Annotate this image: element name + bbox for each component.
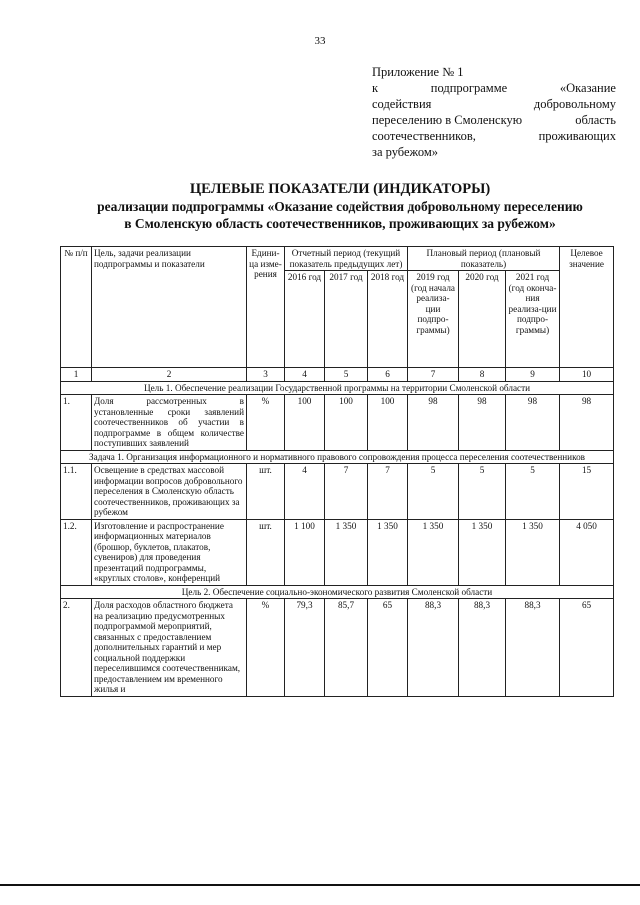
- value-2020: 98: [459, 395, 506, 451]
- task-1-row: Задача 1. Организация информационного и нормативного правового сопровождения процесса переселения соотечественников: [61, 450, 614, 464]
- value-2021: 1 350: [506, 519, 560, 585]
- value-2018: 65: [368, 599, 408, 697]
- indicator-unit: %: [247, 599, 285, 697]
- appendix-word: проживающих: [538, 129, 616, 143]
- indicator-name: Изготовление и распространение информационных материалов (брошюр, буклетов, плакатов, сувениров) для проведения презентаций подпрограммы, «круглых столов», конференций: [92, 519, 247, 585]
- header-year-2019: 2019 год (год начала реализа-ции подпро-граммы): [408, 271, 459, 368]
- col-number: 2: [92, 368, 247, 382]
- header-reported-period: Отчетный период (текущий показатель предыдущих лет): [285, 247, 408, 271]
- value-2019: 88,3: [408, 599, 459, 697]
- indicators-table: [60, 246, 614, 697]
- value-2019: 1 350: [408, 519, 459, 585]
- value-2016: 100: [285, 395, 325, 451]
- indicator-name: Доля расходов областного бюджета на реализацию предусмотренных подпрограммой мероприятий, связанных с предоставлением дополнительных гарантий и мер социальной поддержки переселившимся соотечественникам, предоставлением им временного жилья и: [92, 599, 247, 697]
- value-2018: 100: [368, 395, 408, 451]
- title-line-3: в Смоленскую область соотечественников, проживающих за рубежом»: [124, 216, 556, 231]
- value-2019: 5: [408, 464, 459, 520]
- value-2021: 88,3: [506, 599, 560, 697]
- document-title: [40, 180, 640, 232]
- appendix-word: подпрограмме: [430, 81, 508, 95]
- bottom-rule: [0, 884, 640, 886]
- value-2018: 1 350: [368, 519, 408, 585]
- goal-1-row: Цель 1. Обеспечение реализации Государственной программы на территории Смоленской области: [61, 381, 614, 395]
- col-number: 4: [285, 368, 325, 382]
- appendix-word: переселению в Смоленскую: [372, 113, 523, 127]
- col-number: 3: [247, 368, 285, 382]
- row-num: 1.1.: [61, 464, 92, 520]
- value-2017: 1 350: [325, 519, 368, 585]
- col-number: 7: [408, 368, 459, 382]
- header-target: Целевое значение: [560, 247, 614, 368]
- value-2020: 1 350: [459, 519, 506, 585]
- header-goal: Цель, задачи реализации подпрограммы и показатели: [92, 247, 247, 368]
- value-2019: 98: [408, 395, 459, 451]
- header-year-2018: 2018 год: [368, 271, 408, 368]
- row-num: 2.: [61, 599, 92, 697]
- header-year-2020: 2020 год: [459, 271, 506, 368]
- appendix-word: добровольному: [533, 97, 616, 111]
- value-target: 98: [560, 395, 614, 451]
- value-target: 15: [560, 464, 614, 520]
- appendix-word: к: [372, 81, 379, 95]
- value-target: 4 050: [560, 519, 614, 585]
- value-2020: 88,3: [459, 599, 506, 697]
- row-num: 1.2.: [61, 519, 92, 585]
- indicator-unit: шт.: [247, 519, 285, 585]
- appendix-word: «Оказание: [559, 81, 616, 95]
- indicator-name: Освещение в средствах массовой информации вопросов добровольного переселения в Смоленскую область соотечественников, проживающих за рубежом: [92, 464, 247, 520]
- appendix-line-6: за рубежом»: [372, 145, 439, 159]
- value-2018: 7: [368, 464, 408, 520]
- value-2017: 85,7: [325, 599, 368, 697]
- appendix-heading: [372, 64, 616, 160]
- appendix-word: область: [575, 113, 616, 127]
- value-2021: 5: [506, 464, 560, 520]
- value-2020: 5: [459, 464, 506, 520]
- value-2016: 1 100: [285, 519, 325, 585]
- header-num: № п/п: [61, 247, 92, 368]
- value-2016: 4: [285, 464, 325, 520]
- value-2017: 100: [325, 395, 368, 451]
- header-year-2017: 2017 год: [325, 271, 368, 368]
- value-2021: 98: [506, 395, 560, 451]
- value-2016: 79,3: [285, 599, 325, 697]
- value-target: 65: [560, 599, 614, 697]
- indicator-name: Доля рассмотренных в установленные сроки заявлений соотечественников об участии в подпрограмме в общем количестве поступивших заявлений: [92, 395, 247, 451]
- indicator-unit: %: [247, 395, 285, 451]
- header-year-2021: 2021 год (год оконча-ния реализа-ции подпро-граммы): [506, 271, 560, 368]
- indicator-unit: шт.: [247, 464, 285, 520]
- appendix-word: соотечественников,: [372, 129, 476, 143]
- col-number: 5: [325, 368, 368, 382]
- row-num: 1.: [61, 395, 92, 451]
- title-line-2: реализации подпрограммы «Оказание содействия добровольному переселению: [97, 199, 583, 214]
- page-number: 33: [314, 35, 326, 47]
- col-number: 8: [459, 368, 506, 382]
- col-number: 1: [61, 368, 92, 382]
- header-unit: Едини-ца изме-рения: [247, 247, 285, 368]
- appendix-word: содействия: [372, 97, 432, 111]
- col-number: 6: [368, 368, 408, 382]
- col-number: 10: [560, 368, 614, 382]
- appendix-line-1: Приложение № 1: [372, 65, 464, 79]
- title-line-1: ЦЕЛЕВЫЕ ПОКАЗАТЕЛИ (ИНДИКАТОРЫ): [189, 181, 491, 197]
- header-planned-period: Плановый период (плановый показатель): [408, 247, 560, 271]
- header-year-2016: 2016 год: [285, 271, 325, 368]
- col-number: 9: [506, 368, 560, 382]
- goal-2-row: Цель 2. Обеспечение социально-экономического развития Смоленской области: [61, 585, 614, 599]
- value-2017: 7: [325, 464, 368, 520]
